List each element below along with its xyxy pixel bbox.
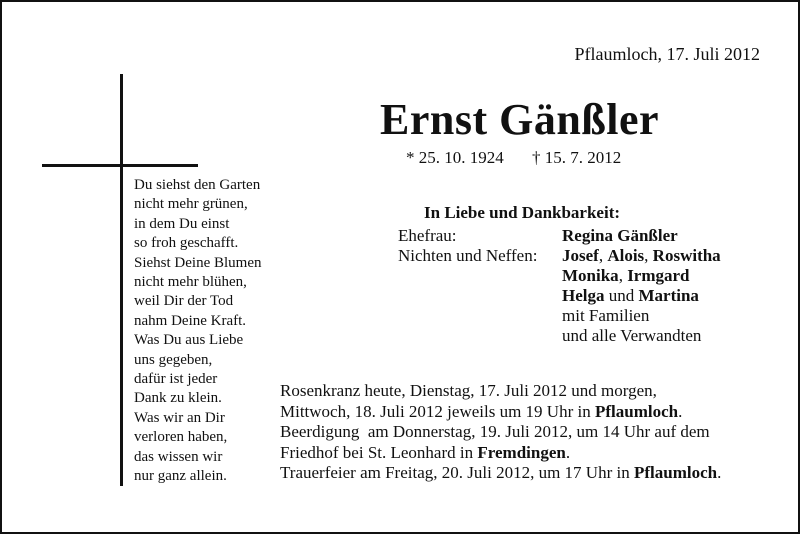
- service-place: Pflaumloch: [633, 463, 718, 483]
- poem-line: dafür ist jeder: [134, 371, 218, 388]
- poem: [134, 176, 284, 487]
- life-dates: [406, 148, 621, 168]
- birth-symbol: *: [406, 148, 415, 167]
- rosary-line: Rosenkranz heute, Dienstag, 17. Juli 2012 und morgen,: [280, 381, 657, 400]
- relative-name: Josef: [562, 246, 599, 265]
- poem-line: Du siehst den Garten: [134, 177, 261, 193]
- place-date: Pflaumloch, 17. Juli 2012: [574, 44, 760, 64]
- poem-line: das wissen wir: [134, 448, 223, 465]
- relatives-row: [398, 246, 721, 346]
- burial-place: Fremdingen: [477, 442, 566, 462]
- relative-name: Alois: [607, 246, 645, 265]
- relatives-label: Nichten und Neffen:: [398, 246, 538, 265]
- mourners-list: [398, 226, 721, 346]
- all-relatives-line: und alle Verwandten: [562, 326, 702, 345]
- separator: ,: [618, 266, 628, 285]
- death-symbol: †: [532, 148, 541, 167]
- poem-line: Siehst Deine Blumen: [134, 254, 262, 271]
- separator: ,: [644, 246, 653, 265]
- rosary-place: Pflaumloch: [594, 401, 679, 421]
- service-text: Trauerfeier am Freitag, 20. Juli 2012, um 17 Uhr in: [280, 463, 634, 483]
- poem-line: nicht mehr blühen,: [134, 274, 247, 291]
- poem-line: verloren haben,: [134, 429, 228, 446]
- poem-line: nicht mehr grünen,: [134, 196, 248, 213]
- separator: ,: [598, 246, 608, 265]
- relative-name: Martina: [638, 286, 699, 305]
- poem-line: uns gegeben,: [134, 351, 213, 368]
- punctuation: .: [717, 463, 722, 483]
- poem-line: nur ganz allein.: [134, 468, 227, 485]
- rosary-line: [280, 402, 721, 423]
- wife-label: Ehefrau:: [398, 226, 457, 245]
- cross-vertical-beam: [120, 74, 123, 486]
- punctuation: .: [565, 442, 571, 462]
- service-notice: [280, 381, 721, 484]
- poem-line: so froh geschafft.: [134, 235, 239, 252]
- poem-line: nahm Deine Kraft.: [134, 312, 247, 329]
- mourners-title: In Liebe und Dankbarkeit:: [424, 203, 621, 222]
- punctuation: .: [678, 401, 683, 421]
- relatives-line: [562, 286, 721, 306]
- death-date: 15. 7. 2012: [544, 148, 622, 167]
- relative-name: Roswitha: [652, 246, 721, 265]
- burial-text: Friedhof bei St. Leonhard in: [280, 442, 478, 462]
- families-line: mit Familien: [562, 306, 650, 325]
- poem-line: Was Du aus Liebe: [134, 332, 244, 349]
- burial-line: Beerdigung am Donnerstag, 19. Juli 2012, um 14 Uhr auf dem: [280, 422, 710, 442]
- relatives-line: [562, 266, 721, 286]
- relatives-line: [562, 246, 721, 266]
- poem-line: Dank zu klein.: [134, 390, 222, 407]
- poem-line: weil Dir der Tod: [134, 293, 234, 310]
- relative-name: Helga: [562, 286, 605, 305]
- burial-line: [280, 443, 721, 464]
- relatives-names: [562, 246, 721, 346]
- wife-name: Regina Gänßler: [562, 226, 678, 245]
- relative-name: Irmgard: [627, 266, 690, 285]
- poem-line: in dem Du einst: [134, 215, 230, 232]
- service-line: [280, 463, 721, 484]
- cross-horizontal-beam: [42, 164, 198, 167]
- relative-name: Monika: [562, 266, 619, 285]
- rosary-text: Mittwoch, 18. Juli 2012 jeweils um 19 Uhr in: [280, 401, 595, 421]
- wife-row: [398, 226, 721, 246]
- separator: und: [604, 286, 639, 305]
- poem-line: Was wir an Dir: [134, 409, 225, 426]
- birth-date: 25. 10. 1924: [418, 148, 504, 167]
- deceased-name: Ernst Gänßler: [380, 95, 660, 144]
